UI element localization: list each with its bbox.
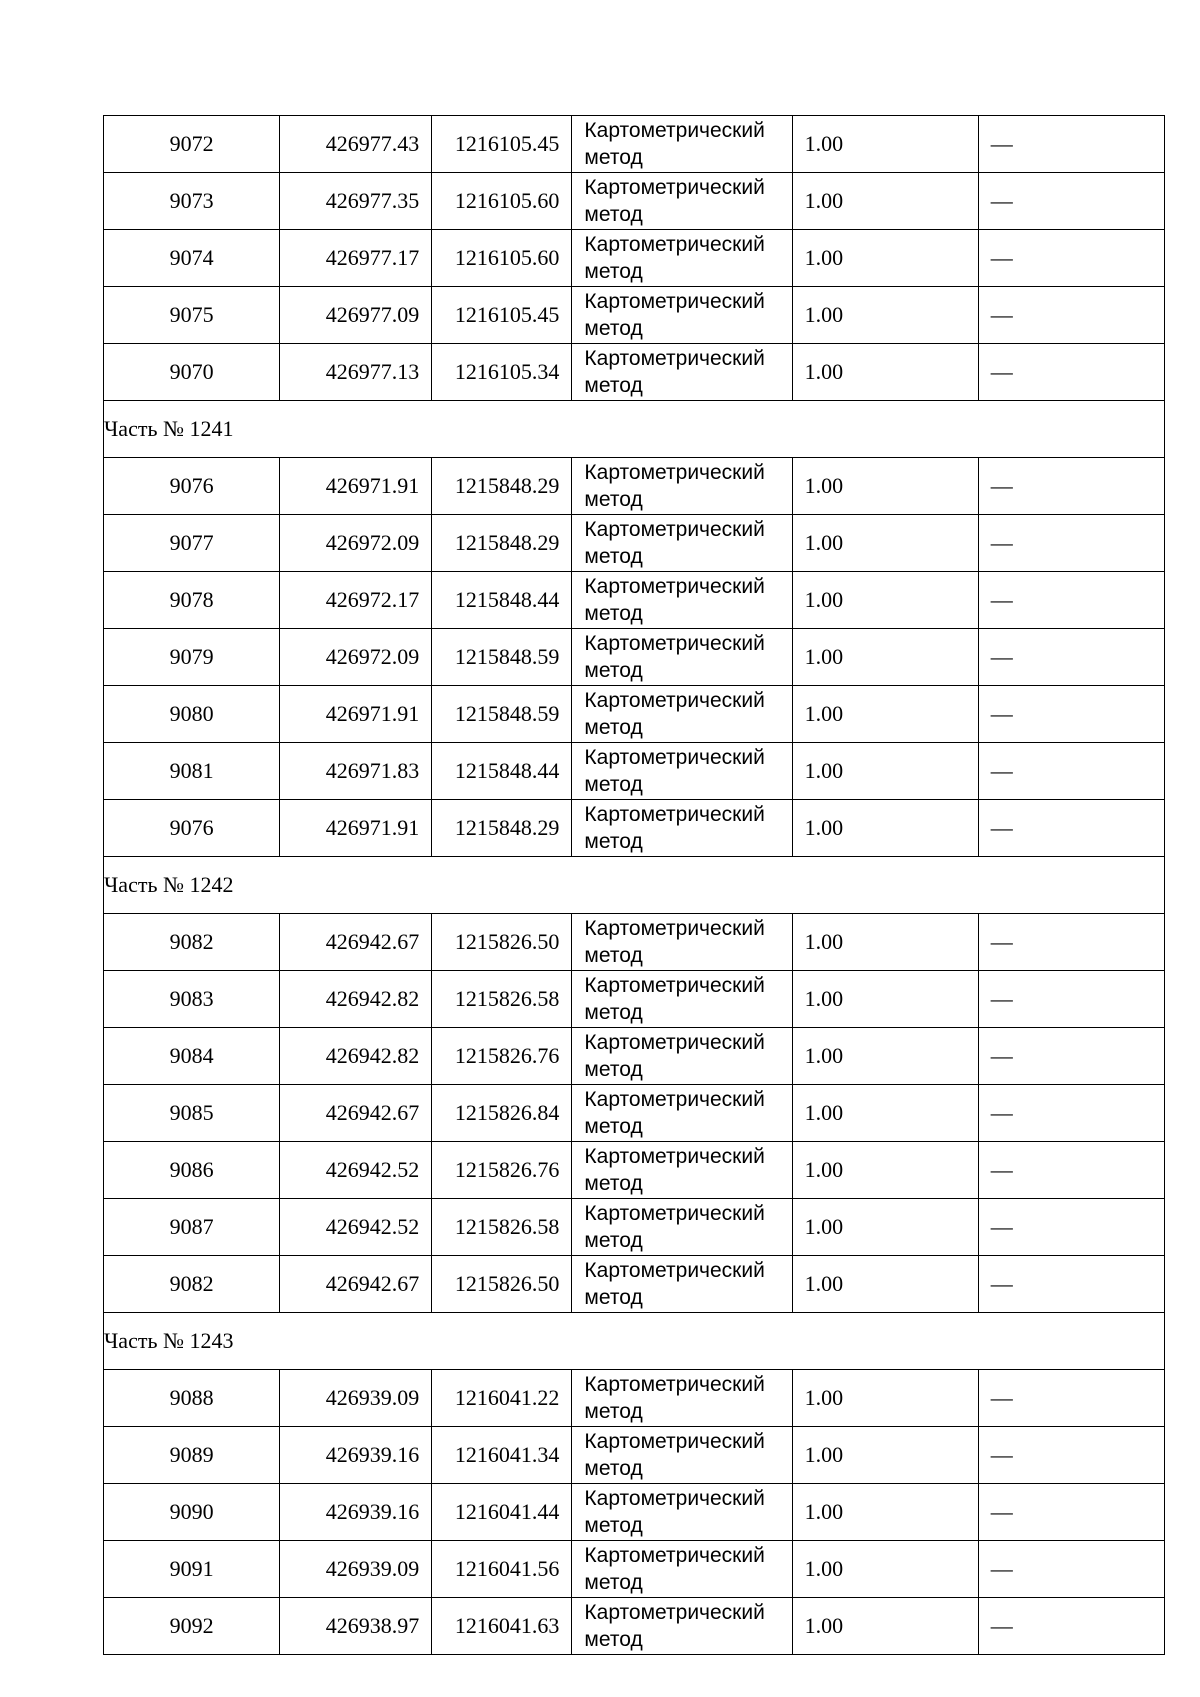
part-title: Часть № 1241 [104,401,1165,458]
table-row [104,1142,1165,1199]
table-row [104,914,1165,971]
note-cell: — [978,1028,1164,1085]
y-coordinate-cell: 1215848.44 [432,572,572,629]
method-cell: Картометрический метод [572,971,792,1028]
point-number-cell: 9076 [104,800,280,857]
point-number-cell: 9073 [104,173,280,230]
x-coordinate-cell: 426977.13 [280,344,432,401]
point-number-cell: 9072 [104,116,280,173]
accuracy-cell: 1.00 [792,344,978,401]
point-number-cell: 9077 [104,515,280,572]
y-coordinate-cell: 1215826.50 [432,914,572,971]
method-cell: Картометрический метод [572,287,792,344]
y-coordinate-cell: 1215826.76 [432,1142,572,1199]
x-coordinate-cell: 426942.52 [280,1142,432,1199]
x-coordinate-cell: 426942.82 [280,1028,432,1085]
part-title: Часть № 1242 [104,857,1165,914]
y-coordinate-cell: 1215826.50 [432,1256,572,1313]
coordinates-table [103,115,1165,1655]
y-coordinate-cell: 1215848.59 [432,686,572,743]
point-number-cell: 9088 [104,1370,280,1427]
accuracy-cell: 1.00 [792,629,978,686]
table-row [104,743,1165,800]
x-coordinate-cell: 426939.16 [280,1484,432,1541]
point-number-cell: 9075 [104,287,280,344]
y-coordinate-cell: 1215826.84 [432,1085,572,1142]
point-number-cell: 9080 [104,686,280,743]
accuracy-cell: 1.00 [792,1199,978,1256]
point-number-cell: 9083 [104,971,280,1028]
point-number-cell: 9084 [104,1028,280,1085]
x-coordinate-cell: 426938.97 [280,1598,432,1655]
y-coordinate-cell: 1215848.29 [432,800,572,857]
method-cell: Картометрический метод [572,914,792,971]
x-coordinate-cell: 426971.91 [280,458,432,515]
table-row [104,173,1165,230]
x-coordinate-cell: 426977.35 [280,173,432,230]
note-cell: — [978,686,1164,743]
method-cell: Картометрический метод [572,1256,792,1313]
note-cell: — [978,914,1164,971]
table-row [104,230,1165,287]
x-coordinate-cell: 426971.91 [280,800,432,857]
accuracy-cell: 1.00 [792,1427,978,1484]
x-coordinate-cell: 426977.09 [280,287,432,344]
y-coordinate-cell: 1215826.58 [432,1199,572,1256]
x-coordinate-cell: 426972.09 [280,515,432,572]
y-coordinate-cell: 1216041.44 [432,1484,572,1541]
table-row [104,344,1165,401]
x-coordinate-cell: 426939.09 [280,1541,432,1598]
note-cell: — [978,1370,1164,1427]
table-row [104,971,1165,1028]
note-cell: — [978,1484,1164,1541]
table-row [104,1370,1165,1427]
coordinates-table-body [104,116,1165,1655]
point-number-cell: 9078 [104,572,280,629]
accuracy-cell: 1.00 [792,1085,978,1142]
accuracy-cell: 1.00 [792,1541,978,1598]
point-number-cell: 9091 [104,1541,280,1598]
y-coordinate-cell: 1215826.58 [432,971,572,1028]
note-cell: — [978,287,1164,344]
method-cell: Картометрический метод [572,1199,792,1256]
point-number-cell: 9070 [104,344,280,401]
x-coordinate-cell: 426942.67 [280,1085,432,1142]
method-cell: Картометрический метод [572,116,792,173]
note-cell: — [978,629,1164,686]
method-cell: Картометрический метод [572,572,792,629]
note-cell: — [978,230,1164,287]
table-row [104,572,1165,629]
method-cell: Картометрический метод [572,458,792,515]
accuracy-cell: 1.00 [792,1142,978,1199]
point-number-cell: 9081 [104,743,280,800]
table-row [104,1199,1165,1256]
x-coordinate-cell: 426977.17 [280,230,432,287]
point-number-cell: 9087 [104,1199,280,1256]
note-cell: — [978,1427,1164,1484]
method-cell: Картометрический метод [572,743,792,800]
accuracy-cell: 1.00 [792,173,978,230]
y-coordinate-cell: 1216041.63 [432,1598,572,1655]
method-cell: Картометрический метод [572,1370,792,1427]
table-row [104,1484,1165,1541]
table-row [104,1598,1165,1655]
x-coordinate-cell: 426972.17 [280,572,432,629]
note-cell: — [978,572,1164,629]
y-coordinate-cell: 1216041.34 [432,1427,572,1484]
table-row [104,1427,1165,1484]
y-coordinate-cell: 1216105.45 [432,287,572,344]
accuracy-cell: 1.00 [792,1256,978,1313]
method-cell: Картометрический метод [572,1427,792,1484]
accuracy-cell: 1.00 [792,1598,978,1655]
accuracy-cell: 1.00 [792,914,978,971]
point-number-cell: 9090 [104,1484,280,1541]
part-header-row [104,1313,1165,1370]
x-coordinate-cell: 426971.83 [280,743,432,800]
x-coordinate-cell: 426972.09 [280,629,432,686]
table-row [104,1256,1165,1313]
accuracy-cell: 1.00 [792,458,978,515]
method-cell: Картометрический метод [572,1598,792,1655]
method-cell: Картометрический метод [572,1028,792,1085]
method-cell: Картометрический метод [572,1541,792,1598]
accuracy-cell: 1.00 [792,686,978,743]
x-coordinate-cell: 426942.67 [280,1256,432,1313]
point-number-cell: 9089 [104,1427,280,1484]
method-cell: Картометрический метод [572,173,792,230]
accuracy-cell: 1.00 [792,116,978,173]
note-cell: — [978,743,1164,800]
table-row [104,800,1165,857]
point-number-cell: 9074 [104,230,280,287]
x-coordinate-cell: 426939.16 [280,1427,432,1484]
y-coordinate-cell: 1215848.44 [432,743,572,800]
note-cell: — [978,1142,1164,1199]
accuracy-cell: 1.00 [792,800,978,857]
y-coordinate-cell: 1216105.45 [432,116,572,173]
x-coordinate-cell: 426977.43 [280,116,432,173]
method-cell: Картометрический метод [572,230,792,287]
accuracy-cell: 1.00 [792,1028,978,1085]
x-coordinate-cell: 426971.91 [280,686,432,743]
point-number-cell: 9076 [104,458,280,515]
point-number-cell: 9085 [104,1085,280,1142]
table-row [104,629,1165,686]
note-cell: — [978,1085,1164,1142]
point-number-cell: 9079 [104,629,280,686]
table-row [104,116,1165,173]
table-row [104,458,1165,515]
y-coordinate-cell: 1215848.29 [432,515,572,572]
accuracy-cell: 1.00 [792,1370,978,1427]
point-number-cell: 9082 [104,914,280,971]
y-coordinate-cell: 1216041.56 [432,1541,572,1598]
table-row [104,287,1165,344]
method-cell: Картометрический метод [572,344,792,401]
table-row [104,1541,1165,1598]
table-row [104,1028,1165,1085]
y-coordinate-cell: 1215848.29 [432,458,572,515]
part-title: Часть № 1243 [104,1313,1165,1370]
accuracy-cell: 1.00 [792,572,978,629]
table-row [104,515,1165,572]
note-cell: — [978,515,1164,572]
note-cell: — [978,1541,1164,1598]
table-row [104,686,1165,743]
accuracy-cell: 1.00 [792,971,978,1028]
y-coordinate-cell: 1215848.59 [432,629,572,686]
accuracy-cell: 1.00 [792,743,978,800]
note-cell: — [978,1598,1164,1655]
note-cell: — [978,173,1164,230]
note-cell: — [978,1256,1164,1313]
note-cell: — [978,116,1164,173]
accuracy-cell: 1.00 [792,230,978,287]
note-cell: — [978,971,1164,1028]
part-header-row [104,857,1165,914]
point-number-cell: 9082 [104,1256,280,1313]
table-row [104,1085,1165,1142]
point-number-cell: 9092 [104,1598,280,1655]
x-coordinate-cell: 426942.67 [280,914,432,971]
part-header-row [104,401,1165,458]
x-coordinate-cell: 426942.82 [280,971,432,1028]
note-cell: — [978,458,1164,515]
y-coordinate-cell: 1216105.60 [432,173,572,230]
y-coordinate-cell: 1215826.76 [432,1028,572,1085]
method-cell: Картометрический метод [572,1484,792,1541]
accuracy-cell: 1.00 [792,515,978,572]
note-cell: — [978,1199,1164,1256]
y-coordinate-cell: 1216041.22 [432,1370,572,1427]
method-cell: Картометрический метод [572,686,792,743]
method-cell: Картометрический метод [572,515,792,572]
y-coordinate-cell: 1216105.34 [432,344,572,401]
method-cell: Картометрический метод [572,629,792,686]
method-cell: Картометрический метод [572,1142,792,1199]
x-coordinate-cell: 426942.52 [280,1199,432,1256]
point-number-cell: 9086 [104,1142,280,1199]
x-coordinate-cell: 426939.09 [280,1370,432,1427]
y-coordinate-cell: 1216105.60 [432,230,572,287]
method-cell: Картометрический метод [572,800,792,857]
note-cell: — [978,344,1164,401]
note-cell: — [978,800,1164,857]
accuracy-cell: 1.00 [792,1484,978,1541]
method-cell: Картометрический метод [572,1085,792,1142]
accuracy-cell: 1.00 [792,287,978,344]
